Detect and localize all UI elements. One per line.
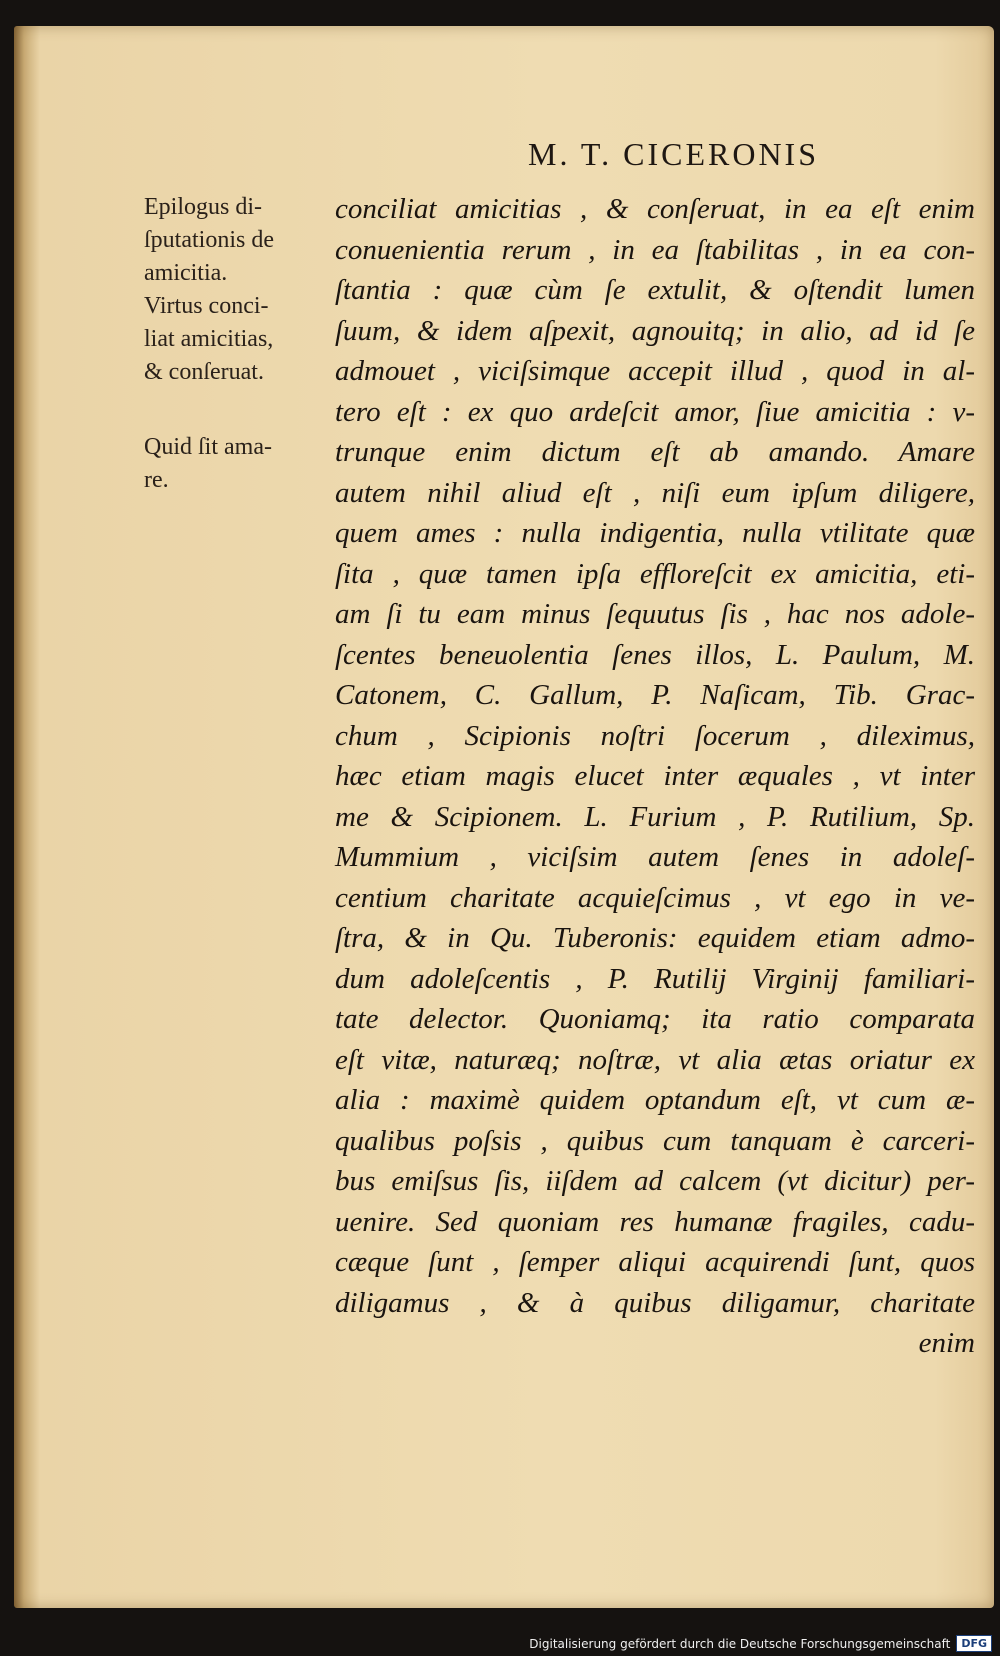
marginal-note-line: ſputationis de (144, 227, 274, 253)
digitization-credit (529, 1635, 992, 1652)
running-title: M. T. CICERONIS (528, 136, 819, 172)
text-line: alia : maximè quidem optandum eſt, vt cum æ- (335, 1084, 975, 1116)
text-line: uenire. Sed quoniam res humanæ fragiles, cadu- (335, 1205, 975, 1238)
text-line: ſita , quæ tamen ipſa effloreſcit ex amicitia, eti- (335, 557, 975, 590)
text-line: quem ames : nulla indigentia, nulla vtilitate quæ (335, 517, 975, 549)
text-line: me & Scipionem. L. Furium , P. Rutilium, Sp. (335, 800, 975, 833)
book-page (14, 26, 994, 1608)
text-line: ſuum, & idem aſpexit, agnouitq; in alio, ad id ſe (335, 314, 975, 347)
marginal-note-line: amicitia. (144, 260, 228, 286)
marginal-note-epilogus (144, 191, 334, 389)
text-line: conuenientia rerum , in ea ſtabilitas , in ea con- (335, 233, 975, 266)
marginal-note-line: Quid ſit ama- (144, 434, 272, 460)
text-line: diligamus , & à quibus diligamur, charitate (335, 1286, 975, 1319)
marginal-note-amare (144, 431, 334, 497)
text-line: centium charitate acquieſcimus , vt ego in ve- (335, 881, 975, 914)
catchword: enim (918, 1327, 975, 1359)
text-line: conciliat amicitias , & conſeruat, in ea eſt enim (335, 193, 975, 225)
marginal-note-line: liat amicitias, (144, 326, 274, 352)
text-line: autem nihil aliud eſt , niſi eum ipſum diligere, (335, 476, 975, 509)
text-line: chum , Scipionis noſtri ſocerum , dileximus, (335, 719, 975, 752)
text-line: qualibus poſsis , quibus cum tanquam è carceri- (335, 1124, 975, 1157)
text-line: tate delector. Quoniamq; ita ratio comparata (335, 1003, 975, 1035)
text-line: cæque ſunt , ſemper aliqui acquirendi ſunt, quos (335, 1246, 975, 1278)
dfg-logo: DFG (956, 1635, 992, 1652)
text-line: hæc etiam magis elucet inter æquales , vt inter (335, 760, 975, 792)
main-text-block (335, 189, 975, 1364)
text-line: admouet , viciſsimque accepit illud , quod in al- (335, 355, 975, 387)
text-line: Mummium , viciſsim autem ſenes in adoleſ- (335, 841, 975, 873)
text-line: am ſi tu eam minus ſequutus ſis , hac nos adole- (335, 598, 975, 630)
credit-text: Digitalisierung gefördert durch die Deutsche Forschungsgemeinschaft (529, 1636, 951, 1651)
marginal-note-line: Epilogus di- (144, 194, 262, 220)
text-line: ſtra, & in Qu. Tuberonis: equidem etiam admo- (335, 922, 975, 954)
marginal-note-line: & conſeruat. (144, 359, 264, 385)
marginal-note-line: re. (144, 467, 169, 493)
text-line: ſcentes beneuolentia ſenes illos, L. Paulum, M. (335, 638, 975, 671)
text-line: trunque enim dictum eſt ab amando. Amare (335, 436, 975, 468)
text-line: tero eſt : ex quo ardeſcit amor, ſiue amicitia : v- (335, 395, 975, 428)
text-line: Catonem, C. Gallum, P. Naſicam, Tib. Grac- (335, 679, 975, 711)
text-line: dum adoleſcentis , P. Rutilij Virginij familiari- (335, 962, 975, 995)
marginal-note-line: Virtus conci- (144, 293, 269, 319)
text-line: bus emiſsus ſis, iiſdem ad calcem (vt dicitur) per- (335, 1165, 975, 1197)
text-line: eſt vitæ, naturæq; noſtræ, vt alia ætas oriatur ex (335, 1043, 975, 1076)
text-line: ſtantia : quæ cùm ſe extulit, & oſtendit lumen (335, 274, 975, 306)
